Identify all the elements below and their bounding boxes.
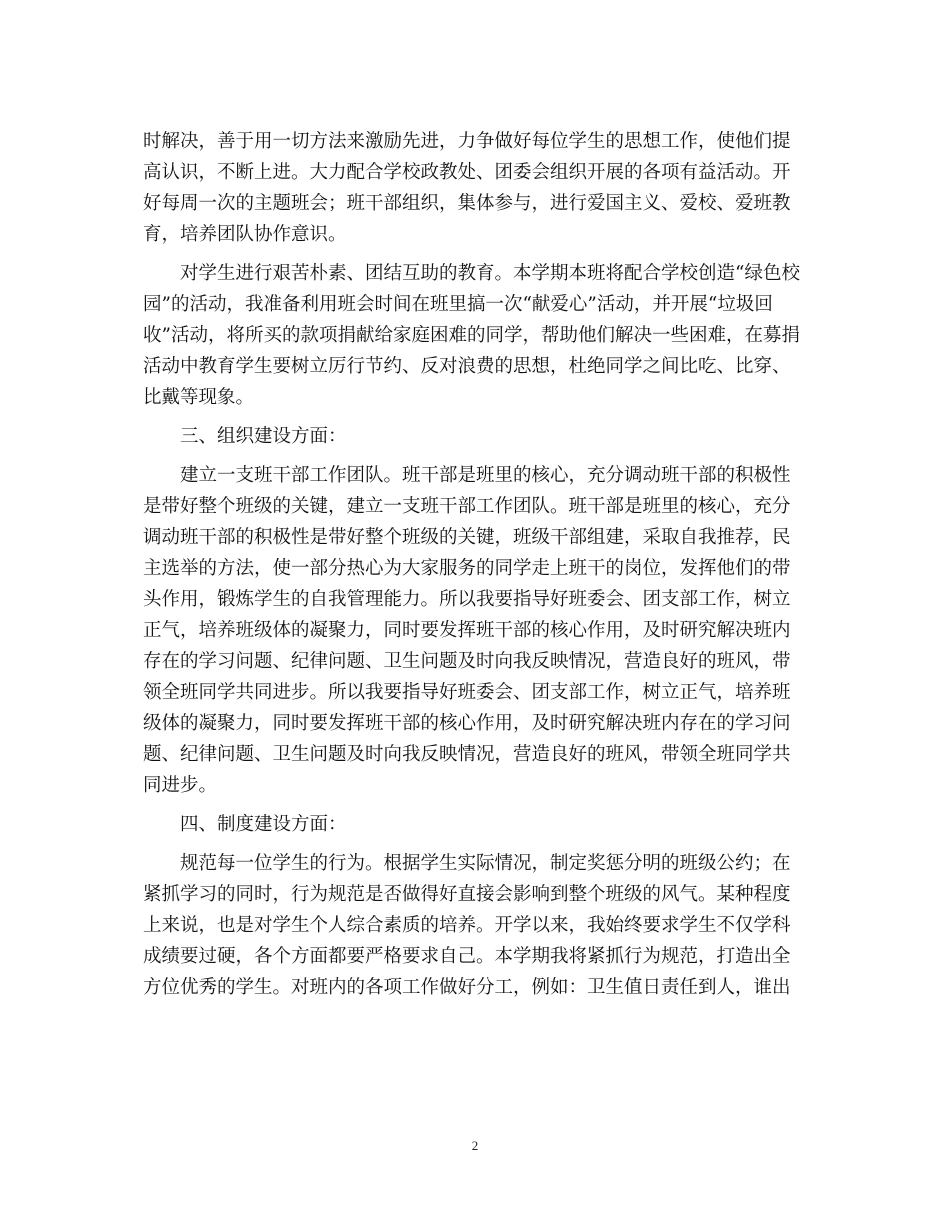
text-line: 园”的活动，我准备利用班会时间在班里搞一次“献爱心”活动，并开展“垃圾回 — [143, 294, 773, 315]
paragraph-first-line: 对学生进行艰苦朴素、团结互助的教育。本学期本班将配合学校创造“绿色校 — [180, 263, 800, 284]
text-line: 主选举的方法，使一部分热心为大家服务的同学走上班干的岗位，发挥他们的带 — [143, 558, 791, 579]
text-line: 是带好整个班级的关键，建立一支班干部工作团队。班干部是班里的核心，充分 — [143, 496, 791, 517]
paragraph-gap — [143, 413, 803, 421]
text-line: 比戴等现象。 — [143, 387, 255, 408]
text-line: 存在的学习问题、纪律问题、卫生问题及时向我反映情况，营造良好的班风，带 — [143, 651, 791, 672]
paragraph-first-line: 建立一支班干部工作团队。班干部是班里的核心，充分调动班干部的积极性 — [180, 465, 791, 486]
text-line: 方位优秀的学生。对班内的各项工作做好分工，例如：卫生值日责任到人，谁出 — [143, 977, 791, 998]
paragraph-gap — [143, 250, 803, 258]
text-line: 正气，培养班级体的凝聚力，同时要发挥班干部的核心作用，及时研究解决班内 — [143, 620, 791, 641]
text-line: 时解决，善于用一切方法来激励先进，力争做好每位学生的思想工作，使他们提 — [143, 131, 791, 152]
text-line: 育，培养团队协作意识。 — [143, 224, 347, 245]
text-line: 收”活动，将所买的款项捐献给家庭困难的同学，帮助他们解决一些困难，在募捐 — [143, 325, 800, 346]
document-body — [143, 126, 803, 1003]
paragraph-first-line: 四、制度建设方面： — [180, 814, 347, 835]
paragraph-gap — [143, 452, 803, 460]
text-line: 成绩要过硬，各个方面都要严格要求自己。本学期我将紧抓行为规范，打造出全 — [143, 946, 791, 967]
text-line: 头作用，锻炼学生的自我管理能力。所以我要指导好班委会、团支部工作，树立 — [143, 589, 791, 610]
paragraph-first-line: 规范每一位学生的行为。根据学生实际情况，制定奖惩分明的班级公约；在 — [180, 853, 791, 874]
paragraph-first-line: 三、组织建设方面： — [180, 426, 347, 447]
text-line: 高认识，不断上进。大力配合学校政教处、团委会组织开展的各项有益活动。开 — [143, 162, 791, 183]
page-number: 2 — [471, 1138, 479, 1153]
text-line: 同进步。 — [143, 775, 218, 796]
text-line: 调动班干部的积极性是带好整个班级的关键，班级干部组建，采取自我推荐，民 — [143, 527, 791, 548]
text-line: 题、纪律问题、卫生问题及时向我反映情况，营造良好的班风，带领全班同学共 — [143, 744, 791, 765]
text-line: 好每周一次的主题班会；班干部组织，集体参与，进行爱国主义、爱校、爱班教 — [143, 193, 791, 214]
text-line: 上来说，也是对学生个人综合素质的培养。开学以来，我始终要求学生不仅学科 — [143, 915, 791, 936]
text-line: 活动中教育学生要树立厉行节约、反对浪费的思想，杜绝同学之间比吃、比穿、 — [143, 356, 791, 377]
paragraph-gap — [143, 801, 803, 809]
text-line: 领全班同学共同进步。所以我要指导好班委会、团支部工作，树立正气，培养班 — [143, 682, 791, 703]
text-line: 紧抓学习的同时，行为规范是否做得好直接会影响到整个班级的风气。某种程度 — [143, 884, 791, 905]
paragraph-gap — [143, 840, 803, 848]
text-line: 级体的凝聚力，同时要发挥班干部的核心作用，及时研究解决班内存在的学习问 — [143, 713, 791, 734]
